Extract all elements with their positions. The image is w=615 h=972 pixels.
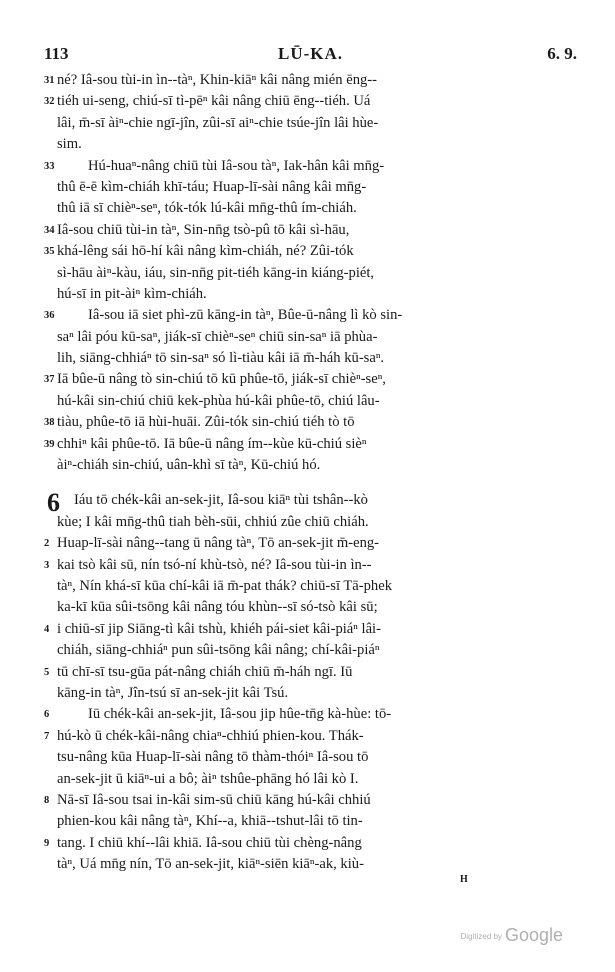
- line-text: lih, siāng-chhiáⁿ tō sin-saⁿ só lì-tiàu kâi iā m̄-háh kū-saⁿ.: [57, 350, 385, 367]
- text-line: [44, 621, 574, 642]
- text-line: [44, 642, 574, 663]
- verse-number: 35: [44, 246, 55, 258]
- line-text: ka-kī kūa sûi-tsōng kâi nâng tóu khùn--sī só-tsò kâi sū;: [57, 599, 378, 616]
- line-text: khá-lêng sái hō-hí kâi nâng kìm-chiáh, né? Zûi-tók: [57, 243, 354, 260]
- line-text: kùe; I kâi mn̄g-thû tiah bèh-sūi, chhiú zûe chiū chiáh.: [57, 513, 369, 530]
- line-text: tsu-nâng kūa Huap-lī-sài nâng tō thàm-thóiⁿ Iâ-sou tō: [57, 749, 369, 766]
- line-text: thû ē-ē kìm-chiáh khī-táu; Huap-lī-sài nâng kâi mn̄g-: [57, 178, 367, 195]
- line-text: an-sek-jit ū kiāⁿ-ui a bô; àiⁿ tshûe-phāng hó lâi kò I.: [57, 770, 359, 787]
- line-text: Iáu tō chék-kâi an-sek-jit, Iâ-sou kiāⁿ tùi tshân--kò: [74, 492, 368, 509]
- text-line: [44, 200, 574, 221]
- line-text: Iā bûe-ū nâng tò sin-chiú tō kū phûe-tō, jiák-sī chièⁿ-seⁿ,: [57, 371, 386, 388]
- text-line: [44, 393, 574, 414]
- line-text: tū chī-sī tsu-gūa pát-nâng chiáh chiū m̄-háh ngī. Iū: [57, 663, 353, 680]
- line-text: tàⁿ, Nín khá-sī kūa chí-kâi iā m̄-pat thák? chiū-sī Tā-phek: [57, 577, 393, 594]
- text-line: [44, 179, 574, 200]
- text-line: [44, 557, 574, 578]
- text-line: [44, 856, 574, 877]
- line-text: Iâ-sou chiū tùi-in tàⁿ, Sin-nn̄g tsò-pû tō kâi sì-hāu,: [57, 221, 350, 238]
- line-text: Huap-lī-sài nâng--tang ū nâng tàⁿ, Tō an-sek-jit m̄-eng-: [57, 535, 380, 552]
- text-line: [44, 771, 574, 792]
- text-line: [44, 706, 574, 727]
- running-title: LŪ-KA.: [277, 44, 344, 63]
- line-text: chiáh, siāng-chhiáⁿ pun sûi-tsōng kâi nâng; chí-kâi-piáⁿ: [57, 642, 380, 659]
- chapter-start-line: [44, 492, 574, 513]
- text-line: [44, 835, 574, 856]
- line-text: Hú-huaⁿ-nâng chiū tùi Iâ-sou tàⁿ, Iak-hân kâi mn̄g-: [88, 157, 385, 174]
- text-line: [44, 749, 574, 770]
- chapter-verse-ref: 6. 9.: [547, 44, 577, 63]
- verse-number: 5: [44, 666, 50, 678]
- text-line: [44, 243, 574, 264]
- digitized-by-watermark: [461, 925, 563, 946]
- verse-number: 38: [44, 417, 55, 429]
- line-text: Iū chék-kâi an-sek-jit, Iâ-sou jip hûe-tn̄g kà-hùe: tō-: [88, 706, 392, 723]
- line-text: kāng-in tàⁿ, Jîn-tsú sī an-sek-jit kâi Tsú.: [57, 684, 289, 701]
- text-line: [44, 286, 574, 307]
- text-line: [44, 115, 574, 136]
- line-text: hú-kâi sin-chiú chiū kek-phùa hú-kâi phûe-tō, chiú lâu-: [57, 392, 380, 409]
- text-line: [44, 514, 574, 535]
- line-text: tang. I chiū khí--lâi khiā. Iâ-sou chiū tùi chèng-nâng: [57, 834, 362, 851]
- verse-number: 7: [44, 730, 50, 742]
- text-line: [44, 136, 574, 157]
- text-line: [44, 222, 574, 243]
- text-line: [44, 93, 574, 114]
- google-logo-text: Google: [504, 925, 563, 945]
- line-text: chhiⁿ kâi phûe-tō. Iā bûe-ū nâng ím--kùe kū-chiú sièⁿ: [57, 435, 367, 452]
- line-text: hú-kò ū chék-kâi-nâng chiaⁿ-chhiú phien-kou. Thák-: [57, 727, 364, 744]
- text-line: [44, 265, 574, 286]
- chapter-number: 6: [47, 492, 60, 514]
- text-line: [44, 329, 574, 350]
- verse-number: 9: [44, 837, 50, 849]
- verse-number: 2: [44, 538, 50, 550]
- text-line: [44, 664, 574, 685]
- verse-number: 32: [44, 96, 55, 108]
- verse-number: 6: [44, 709, 50, 721]
- text-line: [44, 414, 574, 435]
- text-line: [44, 578, 574, 599]
- line-text: né? Iâ-sou tùi-in ìn--tàⁿ, Khin-kiāⁿ kâi nâng mién ēng--: [57, 72, 378, 88]
- line-text: Iâ-sou iā siet phì-zū kāng-in tàⁿ, Bûe-ū-nâng lì kò sin-: [88, 307, 403, 324]
- line-text: phien-kou kâi nâng tàⁿ, Khí--a, khiā--tshut-lâi tō tin-: [57, 813, 363, 830]
- line-text: hú-sī in pit-àiⁿ kìm-chiáh.: [57, 285, 207, 302]
- line-text: thû iā sī chièⁿ-seⁿ, tók-tók lú-kâi mn̄g-thû ím-chiáh.: [57, 200, 357, 217]
- line-text: àiⁿ-chiáh sin-chiú, uân-khì sī tàⁿ, Kū-chiú hó.: [57, 457, 321, 474]
- line-text: tiàu, phûe-tō iā hùi-huāi. Zûi-tók sin-chiú tiéh tò tō: [57, 414, 355, 431]
- text-line: [44, 307, 574, 328]
- line-text: i chiū-sī jip Siāng-tì kâi tshù, khiéh pái-siet kâi-piáⁿ lâi-: [57, 620, 381, 637]
- text-line: [44, 72, 574, 93]
- text-line: [44, 457, 574, 478]
- text-line: [44, 371, 574, 392]
- text-line: [44, 158, 574, 179]
- verse-number: 36: [44, 310, 55, 322]
- line-text: kai tsò kâi sū, nín tsó-ní khù-tsò, né? Iâ-sou tùi-in ìn--: [57, 556, 372, 573]
- verse-number: 3: [44, 559, 50, 571]
- verse-number: 34: [44, 224, 55, 236]
- text-line: [44, 478, 574, 492]
- line-text: tiéh ui-seng, chiú-sī tì-pēⁿ kâi nâng chiū ēng--tiéh. Uá: [57, 93, 371, 110]
- line-text: tàⁿ, Uá mn̄g nín, Tō an-sek-jit, kiāⁿ-siēn kiāⁿ-ak, kiù-: [57, 856, 364, 873]
- line-text: saⁿ lâi póu kū-saⁿ, jiák-sī chièⁿ-seⁿ chiū sin-saⁿ iā phùa-: [57, 328, 378, 345]
- line-text: lâi, m̄-sī àiⁿ-chie ngī-jîn, zûi-sī aiⁿ-chie tsúe-jîn lâi hùe-: [57, 114, 379, 131]
- digitized-by-label: Digitized by: [460, 931, 502, 941]
- text-line: [44, 535, 574, 556]
- line-text: sì-hāu àiⁿ-kàu, iáu, sin-nn̄g pit-tiéh kāng-in kiáng-piét,: [57, 264, 375, 281]
- text-line: [44, 685, 574, 706]
- text-line: [44, 813, 574, 834]
- verse-number: 4: [44, 623, 50, 635]
- text-line: [44, 436, 574, 457]
- verse-number: 37: [44, 374, 55, 386]
- text-line: [44, 599, 574, 620]
- text-line: [44, 350, 574, 371]
- text-line: [44, 792, 574, 813]
- verse-number: 8: [44, 794, 50, 806]
- text-line: [44, 728, 574, 749]
- page-header: [44, 44, 577, 68]
- page-number: 113: [44, 44, 69, 63]
- line-text: sim.: [57, 136, 82, 153]
- text-body: [44, 72, 574, 877]
- verse-number: 39: [44, 438, 55, 450]
- verse-number: 31: [44, 75, 55, 86]
- line-text: Nā-sī Iâ-sou tsai in-kâi sim-sū chiū kāng hú-kâi chhiú: [57, 791, 371, 808]
- signature-mark: H: [460, 874, 468, 885]
- verse-number: 33: [44, 160, 55, 172]
